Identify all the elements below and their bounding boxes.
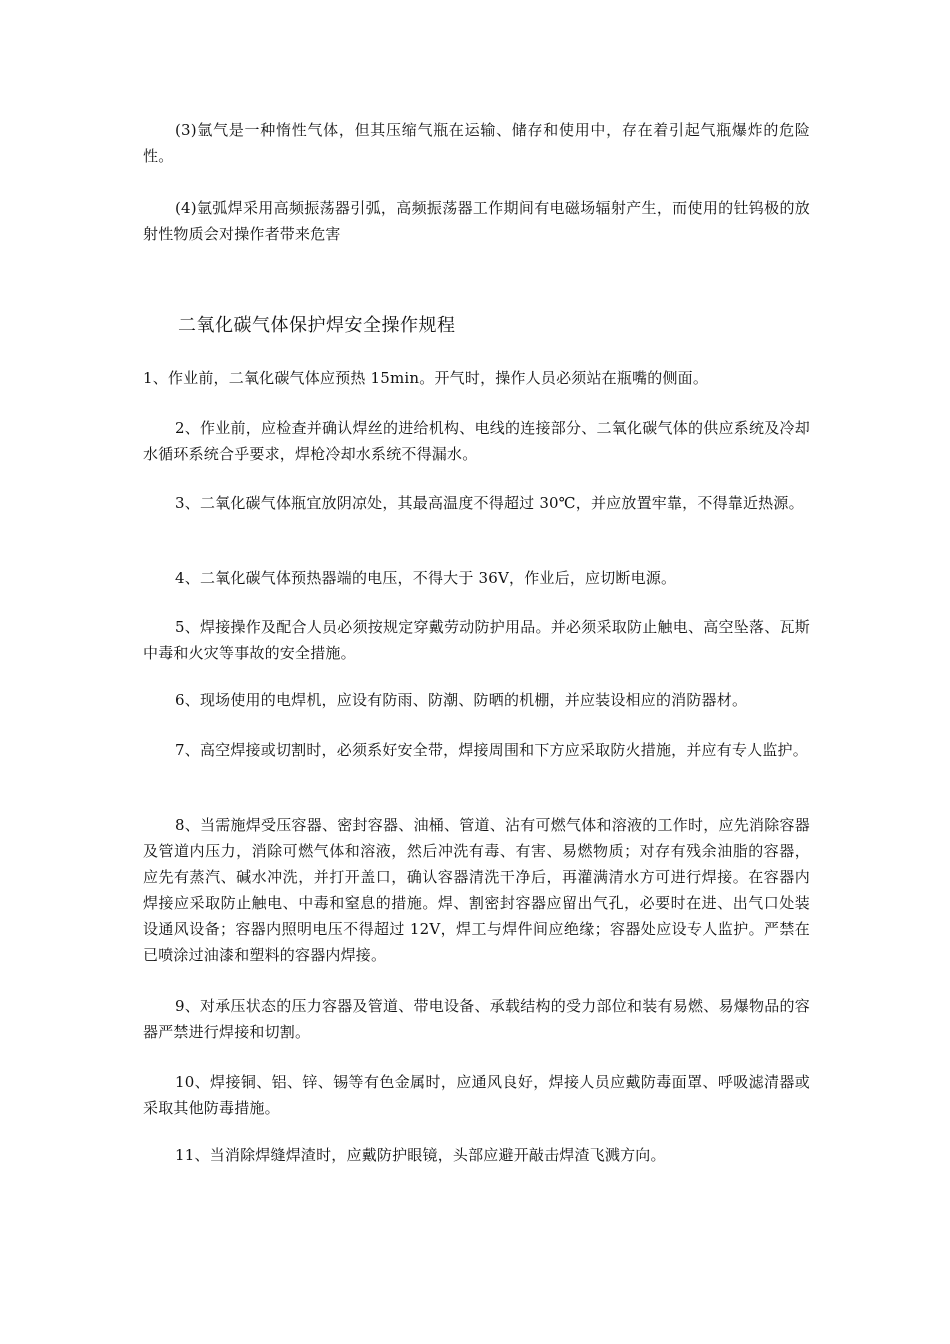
rule-11: 11、当消除焊缝焊渣时，应戴防护眼镜，头部应避开敲击焊渣飞溅方向。: [175, 1146, 666, 1164]
rule-7: 7、高空焊接或切割时，必须系好安全带，焊接周围和下方应采取防火措施，并应有专人监护。: [175, 741, 808, 759]
section-title: 二氧化碳气体保护焊安全操作规程: [178, 315, 456, 336]
rule-4: 4、二氧化碳气体预热器端的电压，不得大于 36V，作业后，应切断电源。: [175, 569, 677, 587]
rule-6: 6、现场使用的电焊机，应设有防雨、防潮、防晒的机棚，并应装设相应的消防器材。: [175, 691, 748, 709]
rule-8: 8、当需施焊受压容器、密封容器、油桶、管道、沾有可燃气体和溶液的工作时，应先消除容器及管道内压力，消除可燃气体和溶液，然后冲洗有毒、有害、易燃物质；对存有残余油脂的容器，应先有蒸汽、碱水冲洗，并打开盖口，确认容器清洗干净后，再灌满清水方可进行焊接。在容器内焊接应采取防止触电、中毒和窒息的措施。焊、割密封容器应留出气孔，必要时在进、出气口处装设通风设备；容器内照明电压不得超过 12V，焊工与焊件间应绝缘；容器处应设专人监护。严禁在已喷涂过油漆和塑料的容器内焊接。: [143, 816, 810, 964]
rule-3: 3、二氧化碳气体瓶宜放阴凉处，其最高温度不得超过 30℃，并应放置牢靠，不得靠近热源。: [175, 494, 804, 512]
intro-paragraph-3: (3)氩气是一种惰性气体，但其压缩气瓶在运输、储存和使用中，存在着引起气瓶爆炸的危险性。: [143, 121, 810, 165]
rule-5: 5、焊接操作及配合人员必须按规定穿戴劳动防护用品。并必须采取防止触电、高空坠落、瓦斯中毒和火灾等事故的安全措施。: [143, 618, 810, 662]
rule-9: 9、对承压状态的压力容器及管道、带电设备、承载结构的受力部位和装有易燃、易爆物品的容器严禁进行焊接和切割。: [143, 997, 810, 1041]
rule-2: 2、作业前，应检查并确认焊丝的进给机构、电线的连接部分、二氧化碳气体的供应系统及冷却水循环系统合乎要求，焊枪冷却水系统不得漏水。: [143, 419, 810, 463]
rule-1: 1、作业前，二氧化碳气体应预热 15min。开气时，操作人员必须站在瓶嘴的侧面。: [143, 369, 709, 387]
rule-10: 10、焊接铜、铝、锌、锡等有色金属时，应通风良好，焊接人员应戴防毒面罩、呼吸滤清器或采取其他防毒措施。: [143, 1073, 810, 1117]
intro-paragraph-4: (4)氩弧焊采用高频振荡器引弧，高频振荡器工作期间有电磁场辐射产生，而使用的钍钨极的放射性物质会对操作者带来危害: [143, 199, 810, 243]
